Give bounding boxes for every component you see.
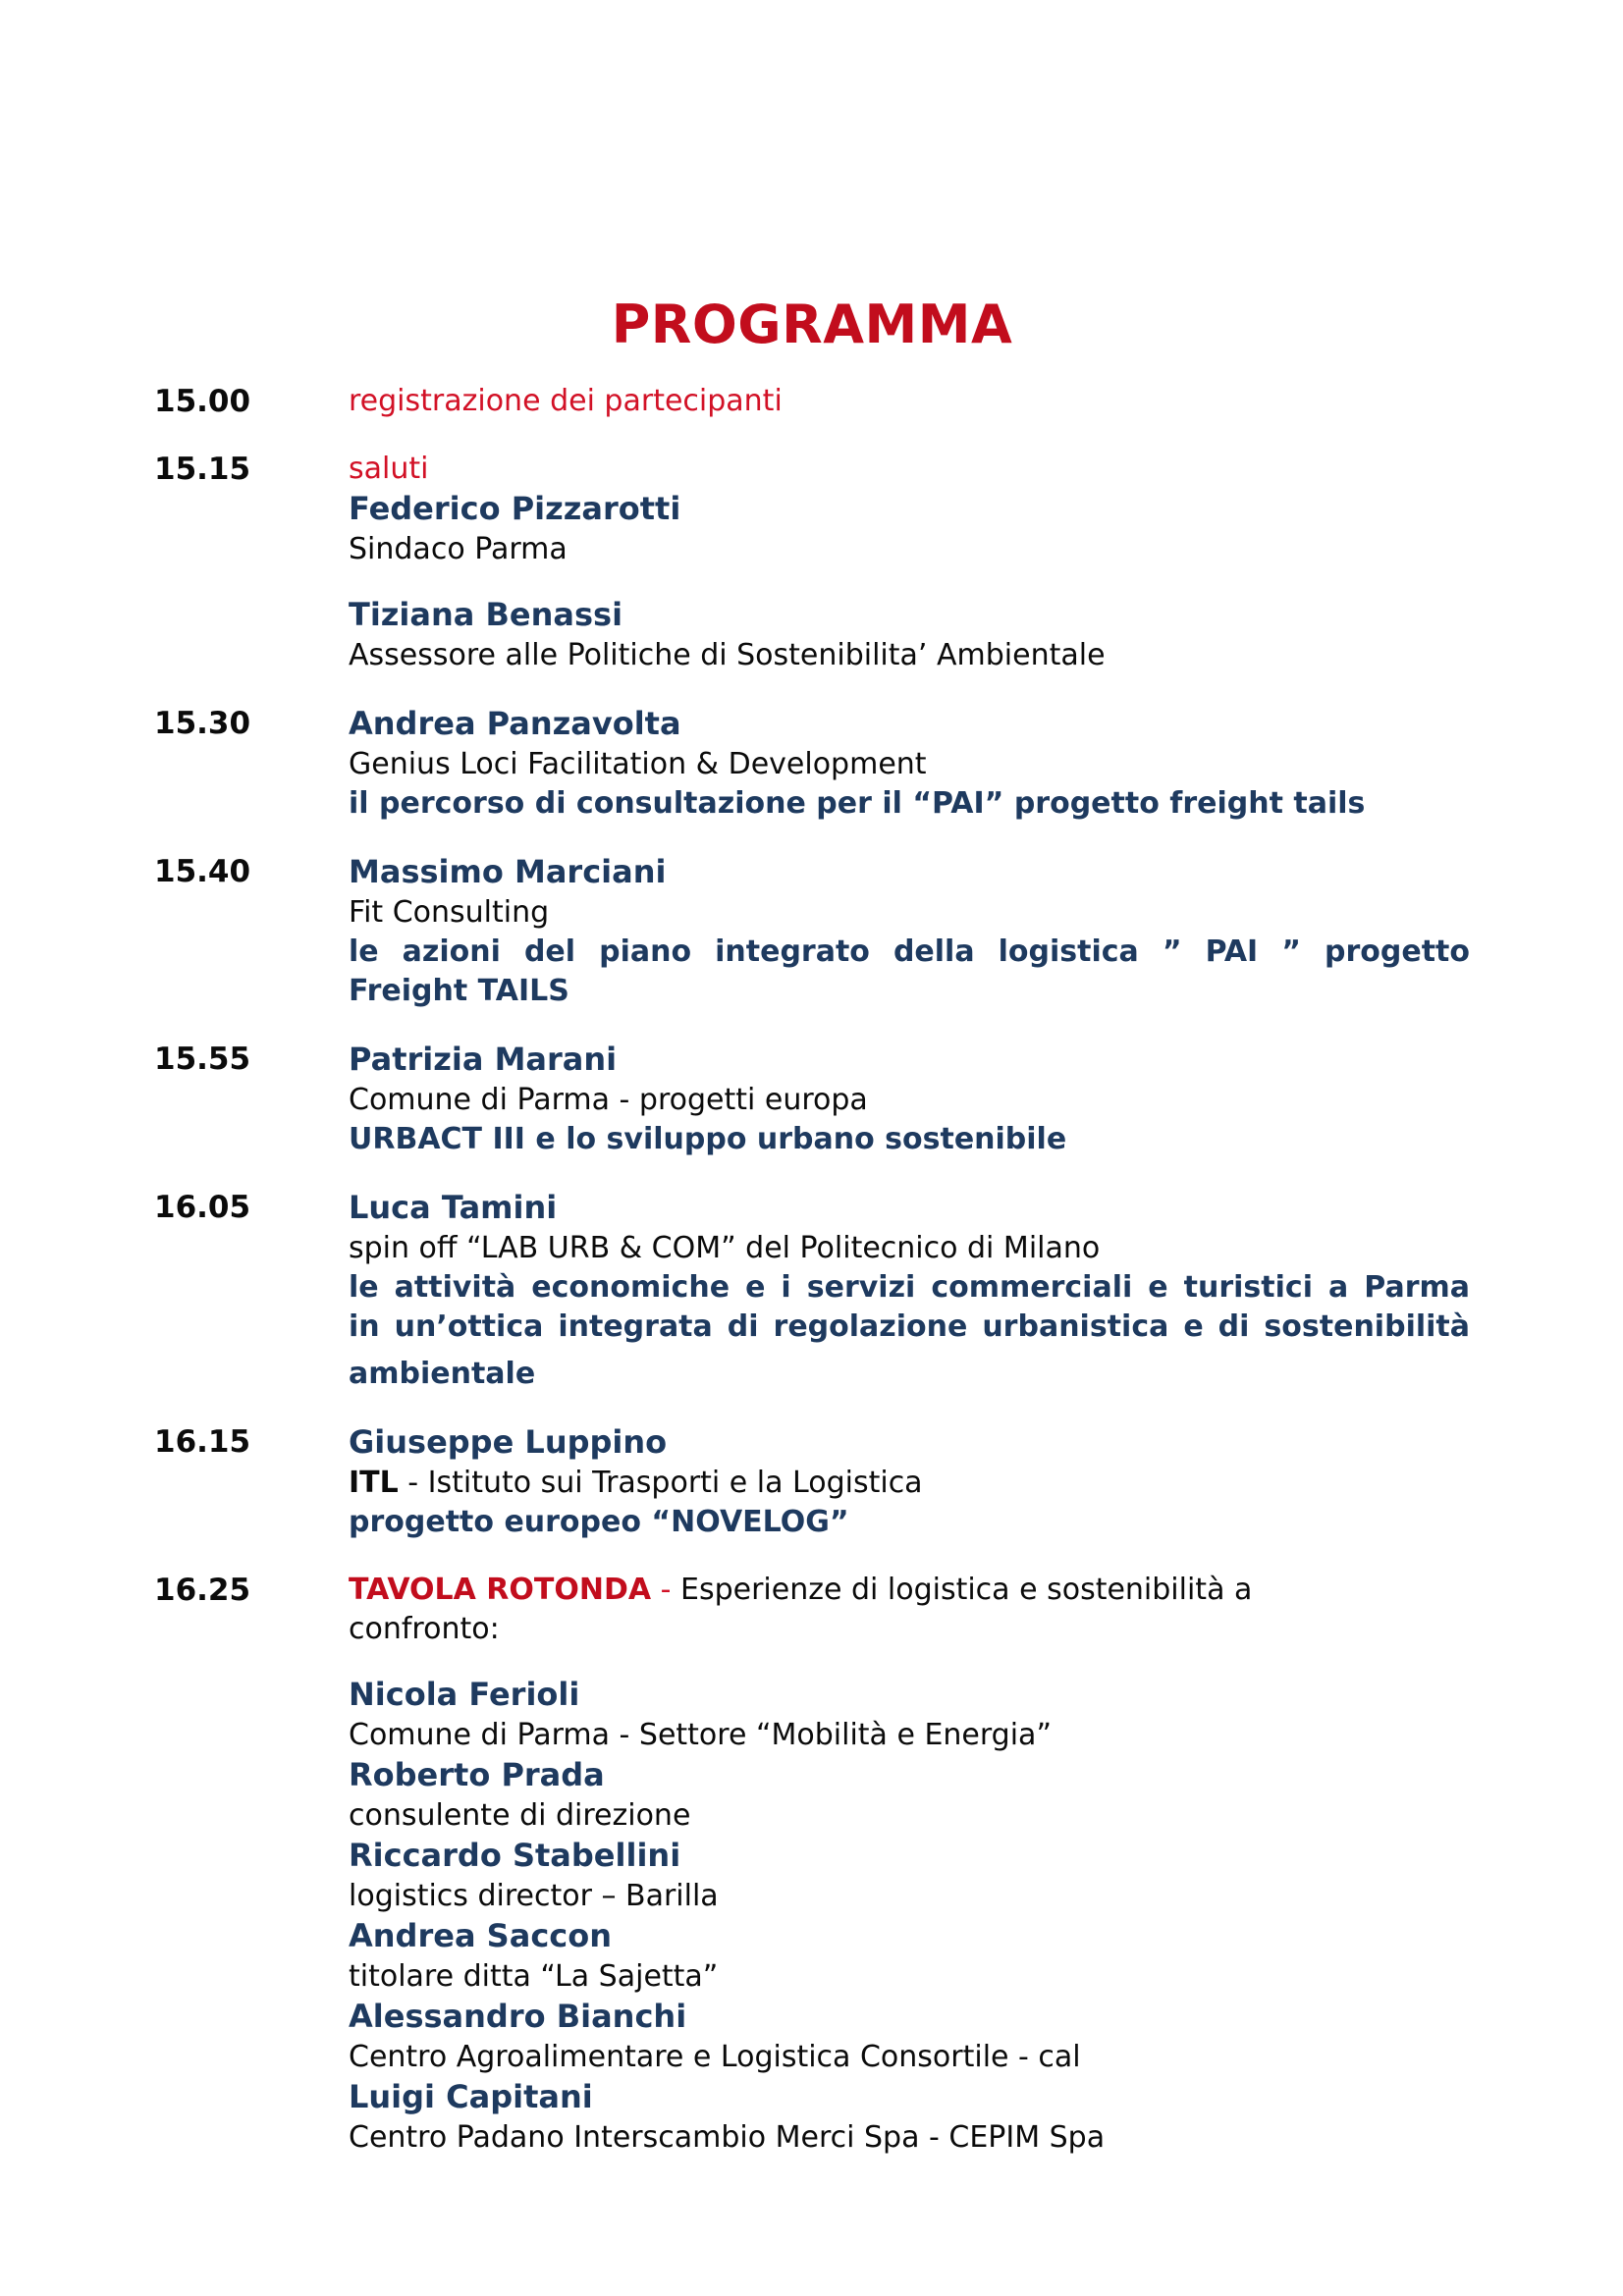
text-segment: Federico Pizzarotti	[349, 490, 681, 527]
agenda-item	[154, 852, 1470, 1011]
talk-title-line	[349, 1503, 1470, 1542]
agenda-paragraph	[349, 450, 1470, 569]
speaker-name	[349, 1188, 1470, 1229]
agenda-paragraph	[349, 1040, 1470, 1159]
agenda-paragraph	[349, 704, 1470, 824]
agenda-list	[154, 382, 1470, 2158]
text-segment: Massimo Marciani	[349, 853, 667, 890]
text-segment: ITL	[349, 1466, 399, 1500]
talk-title-line	[349, 1120, 1470, 1159]
text-segment: registrazione dei partecipanti	[349, 384, 783, 418]
text-segment: Fit Consulting	[349, 895, 550, 930]
agenda-content	[349, 704, 1470, 824]
text-segment: confronto:	[349, 1612, 500, 1646]
agenda-item	[154, 1040, 1470, 1159]
agenda-item	[154, 1571, 1470, 2158]
agenda-content	[349, 1188, 1470, 1394]
affiliation-line	[349, 1957, 1470, 1997]
text-segment: logistics director – Barilla	[349, 1879, 719, 1913]
speaker-name	[349, 1755, 1470, 1796]
text-segment: Andrea Saccon	[349, 1917, 613, 1954]
text-segment: Luca Tamini	[349, 1189, 558, 1226]
text-segment: Comune di Parma - Settore “Mobilità e Energia”	[349, 1718, 1052, 1752]
agenda-paragraph	[349, 1188, 1470, 1394]
speaker-name	[349, 852, 1470, 893]
text-segment: Centro Padano Interscambio Merci Spa - CEPIM Spa	[349, 2120, 1106, 2155]
agenda-paragraph	[349, 1422, 1470, 1542]
agenda-content	[349, 1571, 1470, 2158]
affiliation-line	[349, 1081, 1470, 1120]
agenda-paragraph	[349, 852, 1470, 1011]
text-segment: URBACT III e lo sviluppo urbano sostenibile	[349, 1122, 1067, 1156]
speaker-name	[349, 1675, 1470, 1716]
affiliation-line	[349, 2038, 1470, 2077]
speaker-name	[349, 1836, 1470, 1877]
speaker-name	[349, 489, 1470, 530]
agenda-item	[154, 704, 1470, 824]
affiliation-line	[349, 1716, 1470, 1755]
text-segment: ambientale	[349, 1357, 536, 1391]
speaker-name	[349, 704, 1470, 745]
text-segment: Riccardo Stabellini	[349, 1837, 681, 1874]
text-segment: Genius Loci Facilitation & Development	[349, 747, 927, 781]
affiliation-line	[349, 1229, 1470, 1268]
talk-title-line	[349, 933, 1470, 972]
agenda-time: 16.05	[154, 1190, 251, 1225]
text-segment: Andrea Panzavolta	[349, 705, 681, 742]
affiliation-line	[349, 1796, 1470, 1836]
speaker-name	[349, 1916, 1470, 1957]
text-segment: - Istituto sui Trasporti e la Logistica	[398, 1466, 923, 1500]
affiliation-line	[349, 636, 1470, 675]
agenda-time: 15.40	[154, 854, 251, 889]
text-segment: Tiziana Benassi	[349, 596, 623, 633]
agenda-paragraph	[349, 1571, 1470, 1649]
affiliation-line	[349, 530, 1470, 569]
agenda-content	[349, 382, 1470, 421]
agenda-item	[154, 382, 1470, 421]
text-segment: Giuseppe Luppino	[349, 1423, 668, 1461]
text-segment: Esperienze di logistica e sostenibilità a	[680, 1573, 1253, 1607]
text-segment: in un’ottica integrata di regolazione urbanistica e di sostenibilità	[349, 1309, 1470, 1344]
speaker-name	[349, 595, 1470, 636]
agenda-content	[349, 1040, 1470, 1159]
agenda-time: 15.55	[154, 1041, 251, 1077]
text-segment: le azioni del piano integrato della logistica ” PAI ” progetto	[349, 934, 1470, 969]
text-segment: Alessandro Bianchi	[349, 1998, 687, 2035]
affiliation-line	[349, 1877, 1470, 1916]
speaker-name	[349, 1997, 1470, 2038]
talk-title-line	[349, 1308, 1470, 1347]
agenda-paragraph	[349, 382, 1470, 421]
roundtable-title-line	[349, 1571, 1470, 1610]
text-segment: progetto europeo “NOVELOG”	[349, 1505, 849, 1539]
text-segment: Comune di Parma - progetti europa	[349, 1083, 868, 1117]
affiliation-line	[349, 1610, 1470, 1649]
affiliation-line	[349, 893, 1470, 933]
agenda-time: 15.30	[154, 706, 251, 741]
text-segment: TAVOLA ROTONDA	[349, 1573, 652, 1607]
text-segment: titolare ditta “La Sajetta”	[349, 1959, 719, 1994]
talk-title-line	[349, 1268, 1470, 1308]
text-segment: -	[651, 1573, 680, 1607]
session-label-line	[349, 382, 1470, 421]
talk-title-line	[349, 1355, 1470, 1394]
talk-title-line	[349, 972, 1470, 1011]
agenda-time: 15.15	[154, 452, 251, 487]
text-segment: Assessore alle Politiche di Sostenibilita’ Ambientale	[349, 638, 1106, 672]
text-segment: Roberto Prada	[349, 1756, 605, 1793]
agenda-paragraph	[349, 595, 1470, 675]
agenda-content	[349, 852, 1470, 1011]
speaker-name	[349, 2077, 1470, 2118]
text-segment: Sindaco Parma	[349, 532, 568, 566]
speaker-name	[349, 1422, 1470, 1464]
text-segment: Patrizia Marani	[349, 1041, 618, 1078]
agenda-item	[154, 1422, 1470, 1542]
session-label-line	[349, 450, 1470, 489]
agenda-item	[154, 450, 1470, 675]
text-segment: le attività economiche e i servizi commerciali e turistici a Parma	[349, 1270, 1470, 1305]
agenda-time: 16.15	[154, 1424, 251, 1460]
affiliation-line	[349, 745, 1470, 784]
text-segment: saluti	[349, 452, 429, 486]
page-title: PROGRAMMA	[611, 294, 1013, 355]
text-segment: Nicola Ferioli	[349, 1676, 580, 1713]
agenda-content	[349, 1422, 1470, 1542]
agenda-item	[154, 1188, 1470, 1394]
agenda-paragraph	[349, 1675, 1470, 2158]
text-segment: il percorso di consultazione per il “PAI” progetto freight tails	[349, 786, 1366, 821]
text-segment: Freight TAILS	[349, 974, 569, 1008]
text-segment: Luigi Capitani	[349, 2078, 593, 2115]
agenda-content	[349, 450, 1470, 675]
text-segment: consulente di direzione	[349, 1798, 691, 1833]
agenda-time: 16.25	[154, 1573, 251, 1608]
text-segment: spin off “LAB URB & COM” del Politecnico di Milano	[349, 1231, 1101, 1265]
speaker-name	[349, 1040, 1470, 1081]
talk-title-line	[349, 784, 1470, 824]
agenda-time: 15.00	[154, 384, 251, 419]
affiliation-line	[349, 1464, 1470, 1503]
affiliation-line	[349, 2118, 1470, 2158]
text-segment: Centro Agroalimentare e Logistica Consortile - cal	[349, 2040, 1081, 2074]
